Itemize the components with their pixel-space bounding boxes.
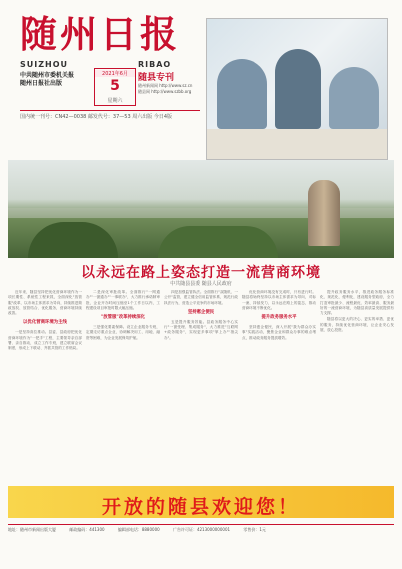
- edition-website-1: 随州新闻网 http://www.sz.cn: [138, 83, 193, 88]
- article-column-3: [164, 290, 238, 478]
- footer-address: 地址：随州市新闻出版大厦: [8, 527, 56, 532]
- date-day: 5: [110, 78, 120, 94]
- subhead-3: 坚持惠企便民: [187, 309, 215, 315]
- footer-price: 零售价：1元: [243, 527, 266, 532]
- tree-canopy: [28, 222, 118, 258]
- person-figure: [329, 67, 379, 129]
- paragraph: 优化营商环境没有完成时，只有进行时。随县将始终坚持以市场主体需求为导向，对标一流、持续发力，以永远在路上的姿态，推动营商环境不断优化。: [242, 290, 316, 310]
- paragraph: 一是坚持高位推动。县委、县政府把优化营商环境作为"一把手"工程，主要领导亲自部署、亲自推动，成立工作专班，建立联席会议制度，形成上下联动、齐抓共管的工作格局。: [8, 330, 82, 351]
- publisher-info: [20, 72, 74, 88]
- edition-website-2: 随县网 http://www.szbb.org: [138, 89, 192, 94]
- footer: [8, 527, 394, 533]
- statue-figure: [308, 180, 340, 246]
- subhead-2: "放管服"改革持续深化: [100, 315, 146, 321]
- person-figure: [275, 49, 321, 129]
- person-figure: [217, 59, 267, 129]
- article-column-1: [8, 290, 82, 478]
- footer-divider: [8, 524, 394, 525]
- edition-info: [138, 83, 192, 95]
- article-column-4: [242, 290, 316, 478]
- paragraph: 坚持惠企便民，深入开展"我为群众办实事"实践活动，聚焦企业和群众办事的难点堵点，推动政务服务提质增效。: [242, 325, 316, 340]
- pinyin-right: RIBAO: [138, 60, 172, 69]
- masthead: [8, 10, 196, 130]
- pinyin-left: SUIZHOU: [20, 60, 69, 69]
- slogan-banner: [8, 486, 394, 518]
- article-column-2: [86, 290, 160, 478]
- footer-postcode: 邮政编码：441300: [69, 527, 105, 532]
- paragraph: 二是深化审批改革。全面推行"一网通办""一窗通办""一事联办"，大力推行承诺制审批，企业开办时间压缩至1个工作日以内，工程建设项目审批时限大幅压缩。: [86, 290, 160, 310]
- newspaper-title: 随州日报: [20, 12, 180, 56]
- slogan-text: 开放的随县欢迎您！: [101, 496, 300, 518]
- masthead-registration: 国内统一刊号：CN42—0038 邮发代号：37—53 周六出版 今日4版: [20, 114, 172, 120]
- landscape-statue-photo: [8, 160, 394, 258]
- date-box: [94, 68, 136, 106]
- publisher-line-1: 中共随州市委机关报: [20, 72, 75, 79]
- paragraph: 四是加强监管执法。全面推行"双随机、一公开"监管，建立健全信用监管体系，规范行政执法行为，营造公平竞争的市场环境。: [164, 290, 238, 305]
- tree-canopy: [158, 226, 278, 258]
- special-section-label: 随县专刊: [138, 73, 175, 83]
- publisher-line-2: 随州日报社出版: [20, 80, 63, 87]
- date-weekday: 星期六: [107, 98, 123, 104]
- office-photo: [206, 18, 388, 160]
- service-desk: [207, 129, 387, 159]
- paragraph: 近年来，随县坚持把优化营商环境作为一项长期性、系统性工程来抓，全面深化"放管服"改革，以市场主体需求为导向，持续推进简政放权、放管结合、优化服务，营商环境持续改善。: [8, 290, 82, 316]
- subhead-1: 以优化营商环境为主线: [23, 320, 67, 326]
- paragraph: 提升政务服务水平，推进政务服务标准化、规范化、便利化，建设服务型政府，全力打造审批最少、流程最优、效率最高、服务最好的一流营商环境，为随县高质量发展提供有力支撑。: [320, 290, 394, 316]
- date-year-month: 2021年6月: [95, 70, 135, 77]
- masthead-divider: [20, 110, 200, 111]
- paragraph: 随县将以更大的决心、更实的举措、更优的服务，持续优化营商环境，让企业安心发展、放心投资。: [320, 317, 394, 333]
- main-headline: 以永远在路上姿态打造一流营商环境: [81, 265, 321, 281]
- article-column-5: [320, 290, 394, 478]
- byline: 中共随县县委 随县人民政府: [170, 281, 232, 287]
- paragraph: 三是强化要素保障。设立企业服务专班，定期走访重点企业，协调解决用工、用地、融资等困难，为企业发展保驾护航。: [86, 325, 160, 340]
- footer-license: 广告许可证：4213000000001: [172, 527, 231, 532]
- footer-phone: 编辑部电话：8880000: [117, 527, 160, 532]
- paragraph: 五是提升服务效能。县政务服务中心实行"一窗受理、集成服务"，大力推进"互联网+政务服务"，实现更多事项"掌上办""指尖办"。: [164, 319, 238, 340]
- subhead-4: 提升政务服务水平: [261, 315, 297, 321]
